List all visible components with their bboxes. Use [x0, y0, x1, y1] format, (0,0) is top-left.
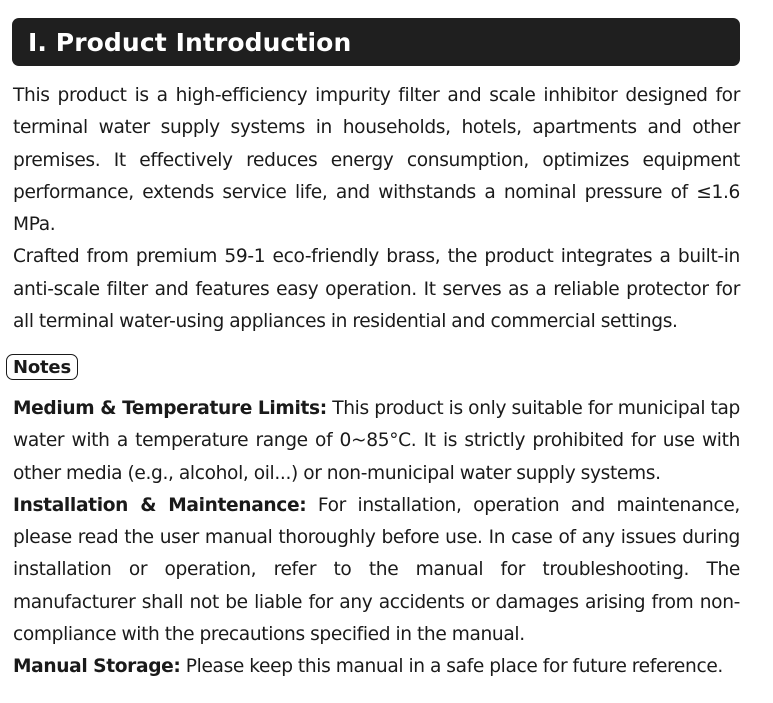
note-item-installation-maintenance [13, 490, 740, 651]
note-text: For installation, operation and maintenance, please read the user manual thoroughly before use. In case of any issues during installation or operation, refer to the manual for troubleshooting. The manufacturer shall not be liable for any accidents or damages arising from non-compliance with the precautions specified in the manual. [13, 494, 740, 646]
intro-section [13, 80, 740, 338]
section-title: Ⅰ. Product Introduction [28, 27, 352, 57]
note-title: Medium & Temperature Limits: [13, 398, 327, 419]
intro-paragraph: Crafted from premium 59-1 eco-friendly brass, the product integrates a built-in anti-scale filter and features easy operation. It serves as a reliable protector for all terminal water-using appliances in residential and commercial settings. [13, 246, 740, 333]
intro-paragraph: This product is a high-efficiency impurity filter and scale inhibitor designed for terminal water supply systems in households, hotels, apartments and other premises. It effectively reduces energy consumption, optimizes equipment performance, extends service life, and withstands a nominal pressure of ≤1.6 MPa. [13, 85, 740, 236]
note-text: This product is only suitable for municipal tap water with a temperature range of 0~85°C. It is strictly prohibited for use with other media (e.g., alcohol, oil...) or non-municipal water supply systems. [13, 398, 740, 484]
note-item-medium-temperature [13, 393, 740, 490]
note-text: Please keep this manual in a safe place for future reference. [180, 656, 723, 678]
note-item-manual-storage [13, 651, 740, 683]
notes-badge [6, 354, 78, 380]
notes-section [13, 393, 740, 684]
note-title: Manual Storage: [13, 656, 181, 678]
section-header-bar [12, 18, 740, 66]
note-title: Installation & Maintenance: [13, 494, 307, 516]
notes-label: Notes [13, 356, 71, 378]
